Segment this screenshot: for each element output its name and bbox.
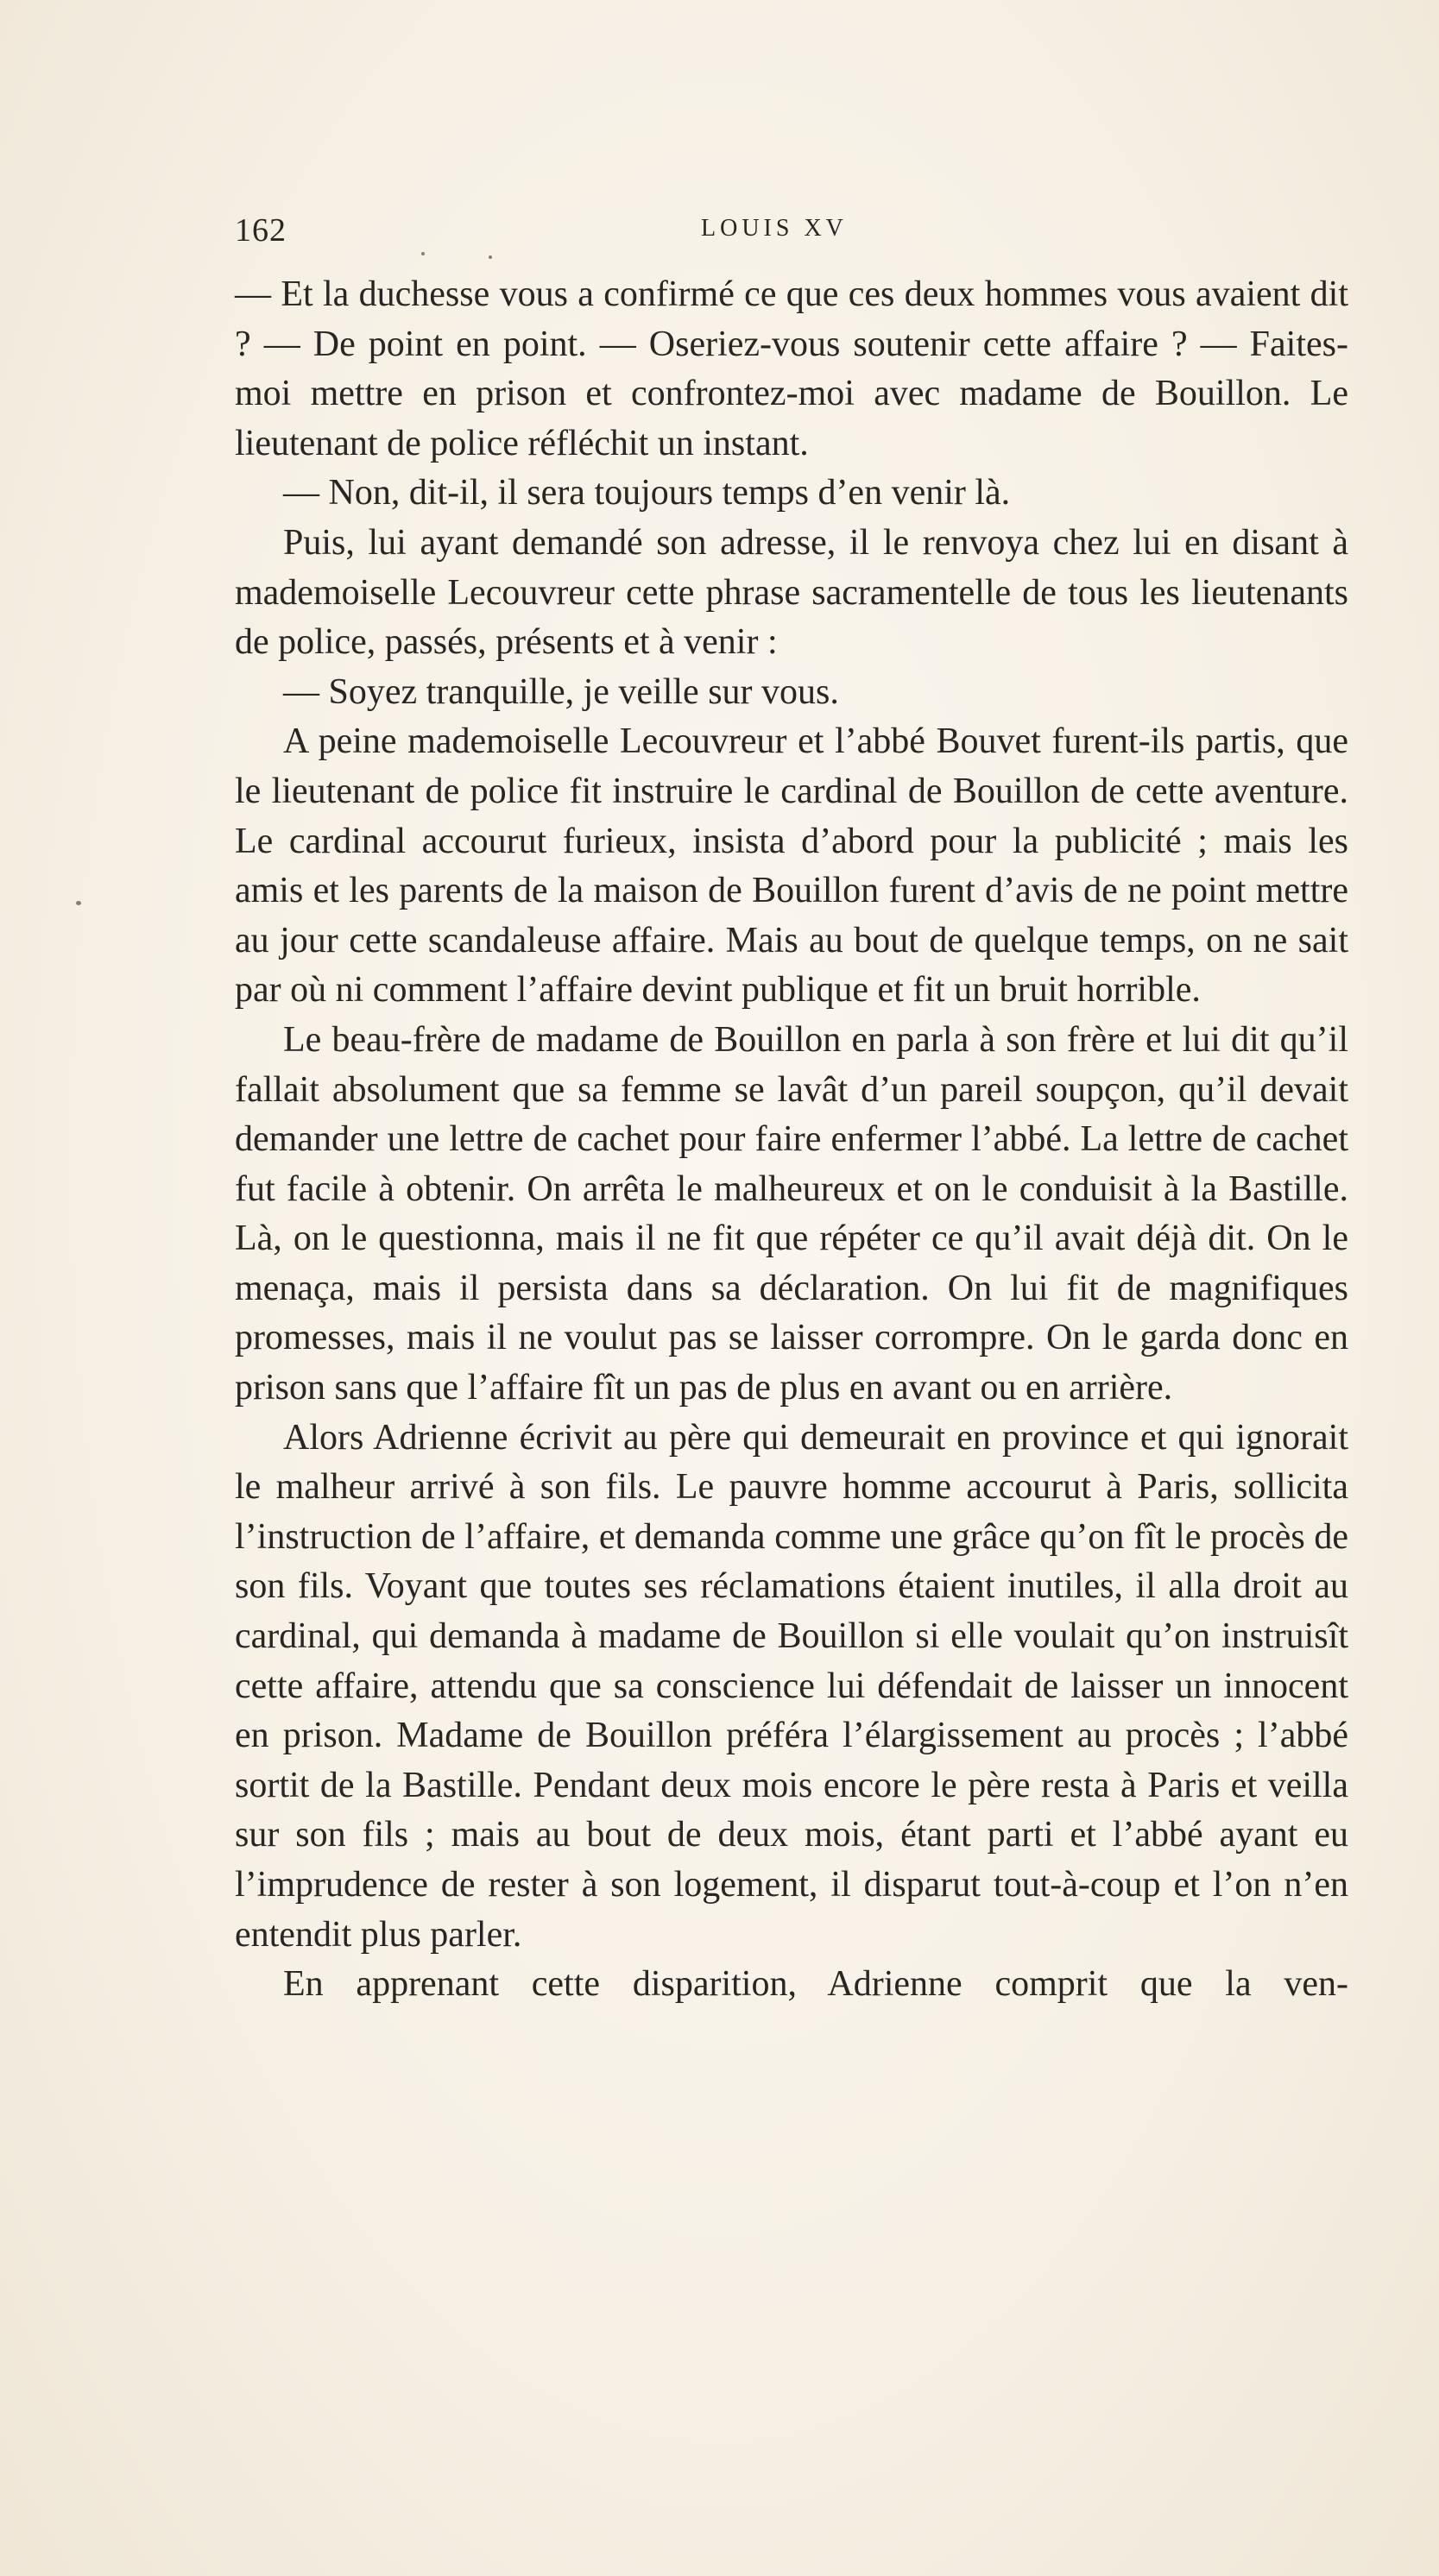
paragraph: En apprenant cette disparition, Adrienne comprit que la ven- <box>283 1964 1348 2005</box>
page-header <box>235 211 1348 263</box>
ink-speck <box>76 901 81 905</box>
paragraph: Puis, lui ayant demandé son adresse, il le renvoya chez lui en disant à mademoiselle Lecouvreur cette phrase sacramentelle de tous les lieutenants de police, passés, présents et à venir : <box>235 522 1348 663</box>
paragraph: Le beau-frère de madame de Bouillon en parla à son frère et lui dit qu’il fallait absolument que sa femme se lavât d’un pareil soupçon, qu’il devait demander une lettre de cachet pour faire enfermer l’abbé. La lettre de cachet fut facile à obtenir. On arrêta le malheureux et on le conduisit à la Bastille. Là, on le questionna, mais il ne fit que répéter ce qu’il avait déjà dit. On le menaça, mais il persista dans sa déclaration. On lui fit de magnifiques promesses, mais il ne voulut pas se laisser corrompre. On le garda donc en prison sans que l’affaire fît un pas de plus en avant ou en arrière. <box>235 1019 1348 1408</box>
running-title: LOUIS XV <box>701 215 848 242</box>
paragraph: — Soyez tranquille, je veille sur vous. <box>283 671 839 712</box>
paragraph: — Et la duchesse vous a confirmé ce que ces deux hommes vous avaient dit ? — De point en point. — Oseriez-vous soutenir cette affaire ? — Faites-moi mettre en prison et confrontez-moi avec madame de Bouillon. Le lieutenant de police réfléchit un instant. <box>235 274 1348 463</box>
body-text <box>235 270 1348 2010</box>
paragraph: Alors Adrienne écrivit au père qui demeurait en province et qui ignorait le malheur arrivé à son fils. Le pauvre homme accourut à Paris, sollicita l’instruction de l’affaire, et demanda comme une grâce qu’on fît le procès de son fils. Voyant que toutes ses réclamations étaient inutiles, il alla droit au cardinal, qui demanda à madame de Bouillon si elle voulait qu’on instruisît cette affaire, attendu que sa conscience lui défendait de laisser un innocent en prison. Madame de Bouillon préféra l’élargissement au procès ; l’abbé sortit de la Bastille. Pendant deux mois encore le père resta à Paris et veilla sur son fils ; mais au bout de deux mois, étant parti et l’abbé ayant eu l’imprudence de rester à son logement, il disparut tout-à-coup et l’on n’en entendit plus parler. <box>235 1417 1348 1955</box>
paragraph: A peine mademoiselle Lecouvreur et l’abbé Bouvet furent-ils partis, que le lieutenant de police fit instruire le cardinal de Bouillon de cette aventure. Le cardinal accourut furieux, insista d’abord pour la publicité ; mais les amis et les parents de la maison de Bouillon furent d’avis de ne point mettre au jour cette scandaleuse affaire. Mais au bout de quelque temps, on ne sait par où ni comment l’affaire devint publique et fit un bruit horrible. <box>235 721 1348 1011</box>
paragraph: — Non, dit-il, il sera toujours temps d’en venir là. <box>283 473 1011 513</box>
page-number: 162 <box>235 212 287 249</box>
